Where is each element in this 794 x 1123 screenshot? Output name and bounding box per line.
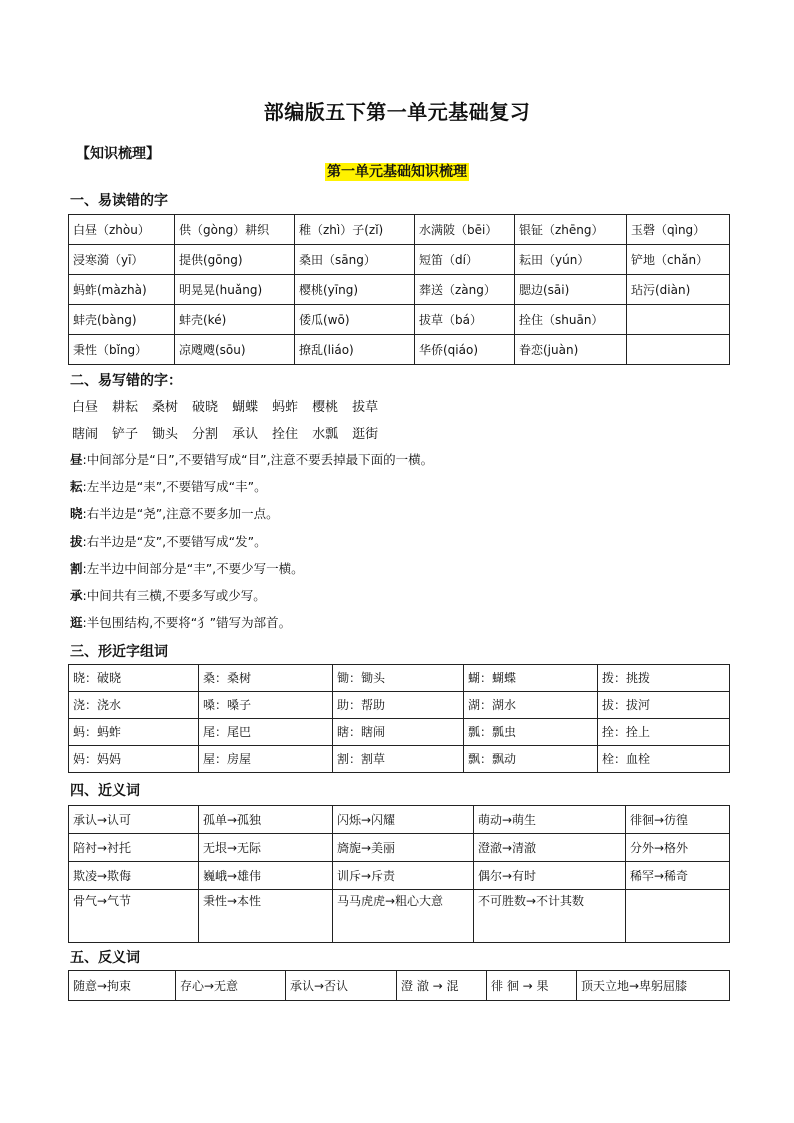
word-item: 逛街 (352, 427, 379, 442)
word-item: 承认 (232, 427, 259, 442)
note-char: 逛 (70, 615, 83, 631)
word-item: 蝴蝶 (232, 400, 259, 415)
table-cell: 浇：浇水 (69, 692, 199, 719)
table-cell: 秉性→本性 (199, 890, 333, 943)
section-heading-4: 四、近义词 (70, 783, 140, 799)
table-cell: 随意→拘束 (69, 971, 176, 1001)
table-cell (627, 305, 730, 335)
similar-chars-table (68, 664, 730, 773)
table-cell: 腮边(sāi) (515, 275, 627, 305)
word-item: 铲子 (112, 427, 139, 442)
word-line-1 (72, 396, 392, 415)
table-cell: 无垠→无际 (199, 834, 333, 862)
table-cell: 承认→认可 (69, 806, 199, 834)
word-item: 破晓 (192, 400, 219, 415)
table-cell: 助：帮助 (333, 692, 464, 719)
note-char: 割 (70, 560, 83, 576)
table-cell: 旖旎→美丽 (333, 834, 474, 862)
subtitle-wrap (0, 161, 794, 181)
note-text: :中间共有三横,不要多写或少写。 (82, 588, 266, 603)
table-cell: 萌动→萌生 (474, 806, 626, 834)
table-cell: 陪衬→衬托 (69, 834, 199, 862)
table-cell: 葬送（zàng） (415, 275, 515, 305)
table-cell: 蚌壳(bàng) (69, 305, 175, 335)
table-cell: 澄 澈 → 混 (397, 971, 487, 1001)
table-row (69, 305, 730, 335)
table-cell: 秉性（bǐng） (69, 335, 175, 365)
table-cell: 晓：破晓 (69, 665, 199, 692)
table-cell: 割：割草 (333, 746, 464, 773)
page-title: 部编版五下第一单元基础复习 (263, 100, 531, 124)
table-row (69, 335, 730, 365)
table-row (69, 245, 730, 275)
note-line (70, 477, 267, 495)
table-cell: 桑：桑树 (199, 665, 333, 692)
note-line (70, 504, 279, 522)
table-cell: 分外→格外 (626, 834, 730, 862)
table-cell: 马马虎虎→粗心大意 (333, 890, 474, 943)
table-row (69, 862, 730, 890)
word-item: 蚂蚱 (272, 400, 299, 415)
note-char: 拔 (70, 533, 83, 549)
table-cell: 拨：挑拨 (598, 665, 730, 692)
table-cell: 孤单→孤独 (199, 806, 333, 834)
table-cell: 拴：拴上 (598, 719, 730, 746)
table-row (69, 275, 730, 305)
table-cell: 偶尔→有时 (474, 862, 626, 890)
word-item: 耕耘 (112, 400, 139, 415)
table-cell: 澄澈→清澈 (474, 834, 626, 862)
note-line (70, 559, 304, 577)
table-cell: 飘：飘动 (464, 746, 598, 773)
table-cell: 水满陂（bēi） (415, 215, 515, 245)
table-cell: 栓：血栓 (598, 746, 730, 773)
table-cell: 浸寒漪（yī） (69, 245, 175, 275)
note-char: 昼 (70, 452, 83, 467)
table-cell: 瓢：瓢虫 (464, 719, 598, 746)
word-item: 桑树 (152, 400, 179, 415)
table-cell: 承认→否认 (286, 971, 397, 1001)
table-cell: 锄：锄头 (333, 665, 464, 692)
misread-table (68, 214, 730, 365)
table-cell: 不可胜数→不计其数 (474, 890, 626, 943)
table-cell (626, 890, 730, 943)
table-cell: 短笛（dí） (415, 245, 515, 275)
word-item: 白昼 (72, 400, 99, 415)
table-cell: 瞎：瞎闹 (333, 719, 464, 746)
note-text: :中间部分是“日”,不要错写成“目”,注意不要丢掉最下面的一横。 (82, 452, 434, 467)
note-line (70, 450, 433, 468)
section-heading-5: 五、反义词 (70, 950, 140, 966)
note-char: 耘 (70, 479, 83, 495)
word-item: 锄头 (152, 427, 179, 442)
table-cell: 闪烁→闪耀 (333, 806, 474, 834)
table-cell: 存心→无意 (176, 971, 286, 1001)
word-item: 拴住 (272, 427, 299, 442)
table-cell: 拔：拔河 (598, 692, 730, 719)
word-item: 樱桃 (312, 400, 339, 415)
word-item: 瞎闹 (72, 427, 99, 442)
table-cell: 徘 徊 → 果 (487, 971, 577, 1001)
table-cell: 嗓：嗓子 (199, 692, 333, 719)
table-row (69, 692, 730, 719)
table-row (69, 746, 730, 773)
table-cell: 凉飕飕(sōu) (175, 335, 295, 365)
synonyms-table (68, 805, 730, 943)
table-cell: 顶天立地→卑躬屈膝 (577, 971, 730, 1001)
note-text: :左半边中间部分是“丰”,不要少写一横。 (82, 560, 304, 576)
word-item: 分割 (192, 427, 219, 442)
table-row (69, 806, 730, 834)
table-cell: 银钲（zhēng） (515, 215, 627, 245)
note-line (70, 613, 291, 631)
table-row (69, 665, 730, 692)
note-line (70, 586, 266, 604)
table-cell (627, 335, 730, 365)
table-cell: 桑田（sāng） (295, 245, 415, 275)
table-cell: 蚂：蚂蚱 (69, 719, 199, 746)
antonyms-table (68, 970, 730, 1001)
table-cell: 供（gòng）耕织 (175, 215, 295, 245)
table-cell: 铲地（chǎn） (627, 245, 730, 275)
table-row (69, 834, 730, 862)
note-char: 承 (70, 588, 83, 603)
table-cell: 欺凌→欺侮 (69, 862, 199, 890)
note-text: :左半边是“耒”,不要错写成“丰”。 (82, 479, 267, 495)
table-cell: 提供(gōng) (175, 245, 295, 275)
table-cell: 妈：妈妈 (69, 746, 199, 773)
table-row (69, 719, 730, 746)
note-line (70, 532, 267, 550)
table-cell: 玉磬（qìng） (627, 215, 730, 245)
table-cell: 蚌壳(ké) (175, 305, 295, 335)
table-row (69, 971, 730, 1001)
table-cell: 训斥→斥责 (333, 862, 474, 890)
table-row (69, 890, 730, 943)
subtitle: 第一单元基础知识梳理 (327, 164, 467, 180)
word-item: 拔草 (352, 400, 379, 415)
table-cell: 尾：尾巴 (199, 719, 333, 746)
table-cell: 稚（zhì）子(zǐ) (295, 215, 415, 245)
table-cell: 明晃晃(huǎng) (175, 275, 295, 305)
word-item: 水瓢 (312, 427, 339, 442)
table-cell: 拴住（shuān） (515, 305, 627, 335)
table-cell: 撩乱(liáo) (295, 335, 415, 365)
table-cell: 湖：湖水 (464, 692, 598, 719)
note-text: :半包围结构,不要将“犭”错写为部首。 (82, 615, 292, 631)
knowledge-tag: 【知识梳理】 (76, 146, 160, 162)
table-row (69, 215, 730, 245)
table-cell: 蚂蚱(màzhà) (69, 275, 175, 305)
table-cell: 耘田（yún） (515, 245, 627, 275)
word-line-2 (72, 423, 392, 442)
table-cell: 华侨(qiáo) (415, 335, 515, 365)
table-cell: 稀罕→稀奇 (626, 862, 730, 890)
note-text: :右半边是“尧”,注意不要多加一点。 (82, 506, 279, 522)
table-cell: 眷恋(juàn) (515, 335, 627, 365)
table-cell: 巍峨→雄伟 (199, 862, 333, 890)
table-cell: 倭瓜(wō) (295, 305, 415, 335)
table-cell: 骨气→气节 (69, 890, 199, 943)
section-heading-1: 一、易读错的字 (70, 193, 168, 209)
table-cell: 徘徊→彷徨 (626, 806, 730, 834)
table-cell: 蝴：蝴蝶 (464, 665, 598, 692)
table-cell: 白昼（zhòu） (69, 215, 175, 245)
table-cell: 屋：房屋 (199, 746, 333, 773)
table-cell: 玷污(diàn) (627, 275, 730, 305)
section-heading-3: 三、形近字组词 (70, 644, 168, 660)
note-text: :右半边是“犮”,不要错写成“发”。 (82, 533, 267, 549)
note-char: 晓 (70, 506, 83, 522)
table-cell: 拔草（bá） (415, 305, 515, 335)
table-cell: 樱桃(yīng) (295, 275, 415, 305)
section-heading-2: 二、易写错的字： (70, 373, 182, 389)
